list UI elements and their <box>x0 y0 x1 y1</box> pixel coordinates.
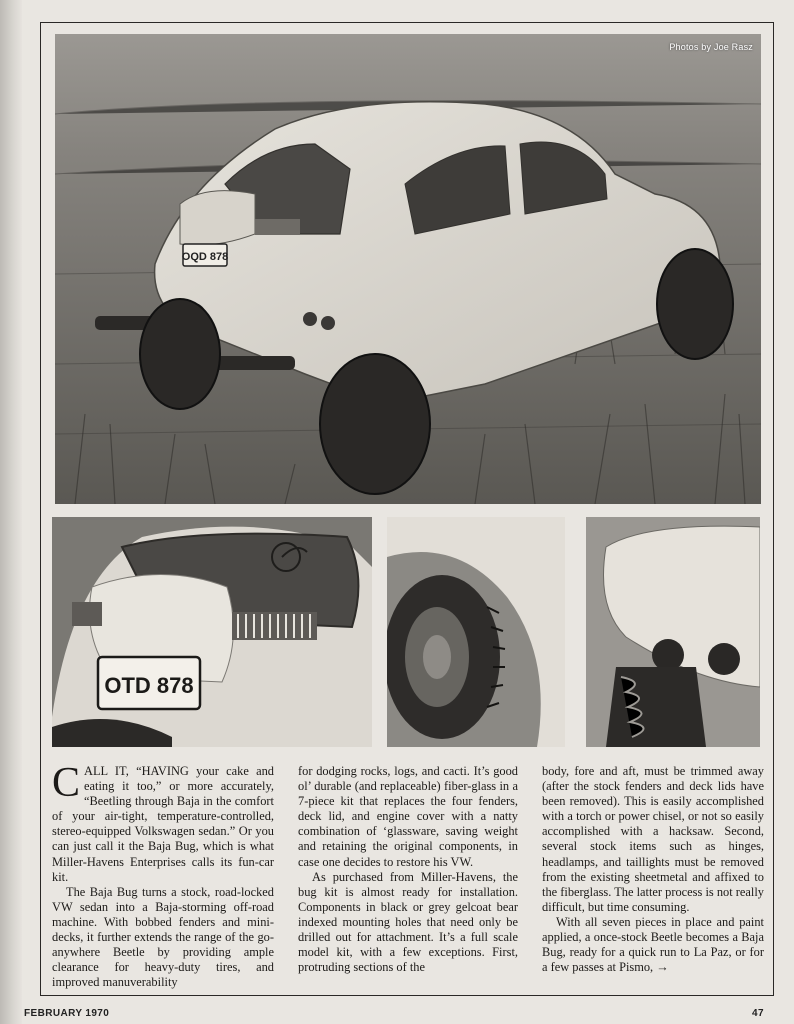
detail-photo-rear-deck <box>52 517 372 747</box>
article-column-1 <box>52 760 274 990</box>
drop-cap: C <box>52 760 81 806</box>
article-paragraph: The Baja Bug turns a stock, road-locked VW sedan into a Baja-storming off-road machine. With bobbed fenders and mini-decks, it further extends the range of the go-anywhere Beetle by providing ample clearance for heavy-duty tires, and improved manuverability <box>52 884 274 990</box>
article-column-3 <box>542 764 764 975</box>
detail-photo-front-fender <box>387 517 565 747</box>
article-paragraph: for dodging rocks, logs, and cacti. It’s good ol’ durable (and replaceable) fiber-glass in a 7-piece kit that replaces the four fenders, deck lid, and engine cover with a natty combination of ‘glassware, saving weight and retaining the original components, in case one decides to restore his VW. <box>298 764 518 869</box>
article-paragraph: With all seven pieces in place and paint applied, a once-stock Beetle becomes a Baja Bug, ready for a quick run to La Paz, or for a few passes at Pismo, → <box>542 914 764 975</box>
main-plate-text: OQD 878 <box>181 251 229 263</box>
main-photo-baja-bug <box>55 34 761 504</box>
footer-page-number: 47 <box>752 1008 764 1019</box>
detail-photo-taillights <box>586 517 760 747</box>
article-paragraph: body, fore and aft, must be trimmed away (after the stock fenders and deck lids have been removed). This is easily accomplished with a torch or power chisel, or not so easily accomplished with a hacksaw. Second, several stock items such as hinges, headlamps, and taillights must be removed from the existing sheetmetal and affixed to the fiberglass. The latter process is not really difficult, but time consuming. <box>542 764 764 914</box>
article-column-2 <box>298 764 518 975</box>
footer-issue-date: FEBRUARY 1970 <box>24 1008 110 1019</box>
article-paragraph: CALL IT, “HAVING your cake and eating it too,” or more accurately, “Beetling through Baja in the comfort of your air-tight, temperature-controlled, stereo-equipped Volkswagen sedan.” Or you can just call it the Baja Bug, which is what Miller-Havens Enterprises calls its fun-car kit. <box>52 760 274 884</box>
photo-credit: Photos by Joe Rasz <box>669 42 753 52</box>
detail-plate-text: OTD 878 <box>104 673 194 698</box>
continue-arrow: → <box>656 960 669 975</box>
page-gutter-shadow <box>0 0 22 1024</box>
article-paragraph: As purchased from Miller-Havens, the bug kit is almost ready for installation. Components in black or grey gelcoat bear indexed mounting holes that need only be drilled out for attachment. It’s a full scale model kit, with a few exceptions. First, protruding sections of the <box>298 869 518 975</box>
